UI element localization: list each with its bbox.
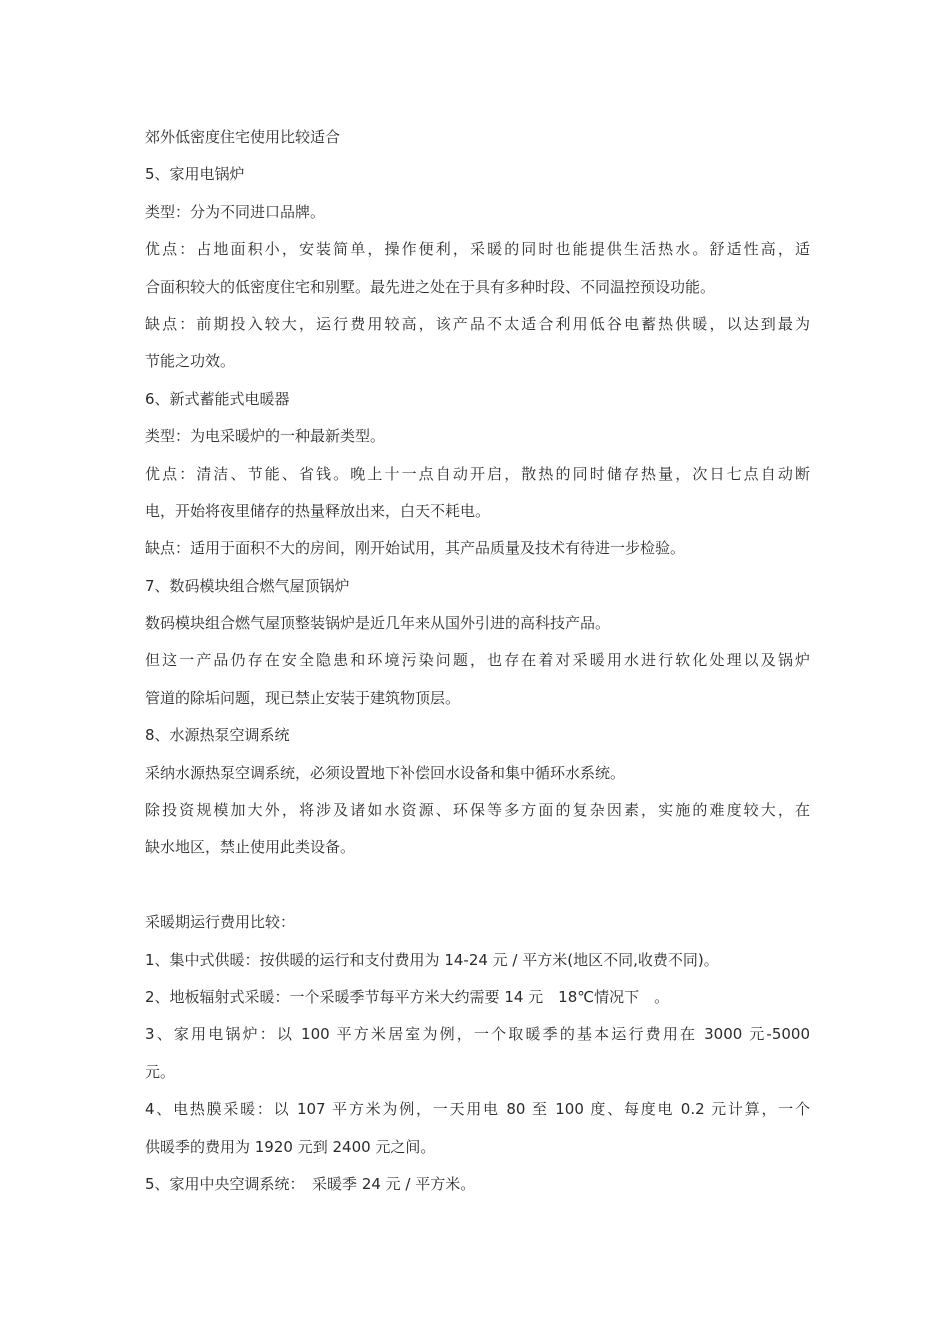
text-line: 8、水源热泵空调系统 <box>145 726 290 745</box>
text-line: 类型：分为不同进口品牌。 <box>145 202 326 221</box>
text-line: 元。 <box>145 1062 176 1081</box>
text-line: 缺水地区，禁止使用此类设备。 <box>145 838 356 857</box>
text-line: 管道的除垢问题，现已禁止安装于建筑物顶层。 <box>145 688 461 707</box>
text-line: 合面积较大的低密度住宅和别墅。最先进之处在于具有多种时段、不同温控预设功能。 <box>145 277 716 296</box>
text-line: 缺点：适用于面积不大的房间，刚开始试用，其产品质量及技术有待进一步检验。 <box>145 539 686 558</box>
text-line: 5、家用电锅炉 <box>145 165 245 184</box>
document-page <box>145 119 810 1203</box>
text-line: 5、家用中央空调系统： 采暖季 24 元 / 平方米。 <box>145 1174 476 1193</box>
text-line: 2、地板辐射式采暖：一个采暖季节每平方米大约需要 14 元 18℃情况下 。 <box>145 987 670 1006</box>
text-line: 6、新式蓄能式电暖器 <box>145 389 290 408</box>
text-line: 采纳水源热泵空调系统，必须设置地下补偿回水设备和集中循环水系统。 <box>145 763 626 782</box>
text-line: 优点：清洁、节能、省钱。晚上十一点自动开启，散热的同时储存热量，次日七点自动断 <box>145 464 810 483</box>
text-line: 采暖期运行费用比较： <box>145 913 296 932</box>
blank-line <box>145 867 810 904</box>
text-line: 电，开始将夜里储存的热量释放出来，白天不耗电。 <box>145 501 491 520</box>
text-line: 郊外低密度住宅使用比较适合 <box>145 128 341 146</box>
text-line: 类型：为电采暖炉的一种最新类型。 <box>145 427 386 446</box>
text-line: 数码模块组合燃气屋顶整装锅炉是近几年来从国外引进的高科技产品。 <box>145 614 611 633</box>
text-line: 3、家用电锅炉：以 100 平方米居室为例，一个取暖季的基本运行费用在 3000 元-5000 <box>145 1025 810 1044</box>
text-line: 缺点：前期投入较大，运行费用较高，该产品不太适合利用低谷电蓄热供暖，以达到最为 <box>145 314 810 333</box>
text-line: 7、数码模块组合燃气屋顶锅炉 <box>145 576 350 595</box>
text-line: 节能之功效。 <box>145 352 236 371</box>
text-line: 1、集中式供暖：按供暖的运行和支付费用为 14-24 元 / 平方米(地区不同,收费不同)。 <box>145 950 719 969</box>
text-line: 但这一产品仍存在安全隐患和环境污染问题，也存在着对采暖用水进行软化处理以及锅炉 <box>145 651 810 670</box>
text-line: 供暖季的费用为 1920 元到 2400 元之间。 <box>145 1137 436 1156</box>
text-line: 除投资规模加大外，将涉及诸如水资源、环保等多方面的复杂因素，实施的难度较大，在 <box>145 801 810 820</box>
text-line: 优点：占地面积小，安装简单，操作便利，采暖的同时也能提供生活热水。舒适性高，适 <box>145 240 810 259</box>
text-line: 4、电热膜采暖：以 107 平方米为例，一天用电 80 至 100 度、每度电 0.2 元计算，一个 <box>145 1100 810 1119</box>
